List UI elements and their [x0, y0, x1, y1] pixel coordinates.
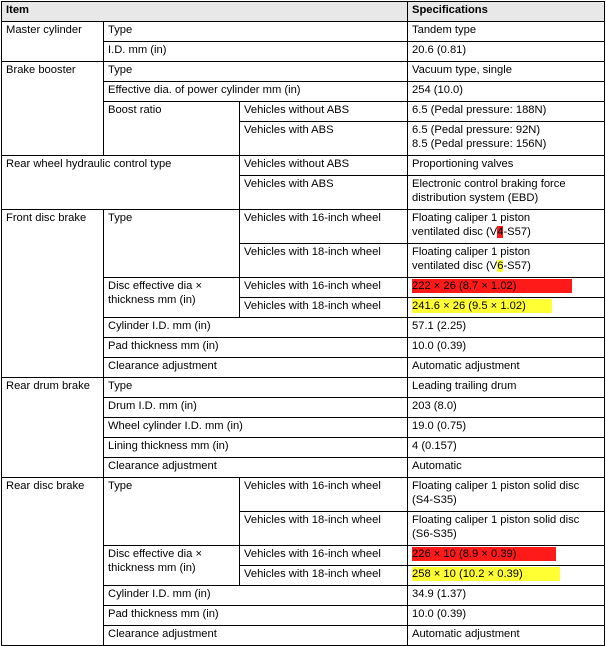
front-disc-type-18-value: [408, 244, 605, 278]
rear-drum-wcyl-value: 19.0 (0.75): [408, 418, 605, 438]
front-disc-type-18-mark: 6: [497, 260, 504, 272]
front-disc-dia-18-value: [408, 298, 605, 318]
rear-disc-dia-18-highlight: 258 × 10 (10.2 × 0.39): [412, 567, 560, 581]
rear-hydraulic-no-abs-value: Proportioning valves: [408, 156, 605, 176]
boost-abs-label: Vehicles with ABS: [240, 122, 408, 156]
rear-disc-dia-16-label: Vehicles with 16-inch wheel: [240, 546, 408, 566]
rear-hydraulic-label: Rear wheel hydraulic control type: [2, 156, 240, 210]
boost-abs-value: [408, 122, 605, 156]
front-disc-type-18-post: -S57): [503, 260, 531, 272]
header-item: Item: [2, 2, 408, 22]
rear-drum-type-value: Leading trailing drum: [408, 378, 605, 398]
rear-disc-clr-label: Clearance adjustment: [104, 626, 408, 646]
front-disc-type-18-line1: Floating caliper 1 piston: [412, 246, 531, 258]
rear-disc-pad-label: Pad thickness mm (in): [104, 606, 408, 626]
front-disc-dia-16-value: [408, 278, 605, 298]
boost-abs-value-line2: 8.5 (Pedal pressure: 156N): [412, 138, 547, 150]
front-disc-pad-value: 10.0 (0.39): [408, 338, 605, 358]
rear-disc-dia-18-value: [408, 566, 605, 586]
master-cylinder-type-label: Type: [104, 22, 408, 42]
front-disc-dia-18-highlight: 241.6 × 26 (9.5 × 1.02): [412, 299, 552, 313]
front-disc-label: Front disc brake: [2, 210, 104, 378]
table-row: [2, 62, 605, 82]
front-disc-dia-18-label: Vehicles with 18-inch wheel: [240, 298, 408, 318]
front-disc-type-18-pre: ventilated disc (V: [412, 260, 498, 272]
brake-booster-type-value: Vacuum type, single: [408, 62, 605, 82]
rear-drum-clr-value: Automatic: [408, 458, 605, 478]
rear-disc-dia-16-value: [408, 546, 605, 566]
rear-disc-16-label: Vehicles with 16-inch wheel: [240, 478, 408, 512]
front-disc-dia-label: Disc effective dia × thickness mm (in): [104, 278, 240, 318]
rear-hydraulic-no-abs-label: Vehicles without ABS: [240, 156, 408, 176]
front-disc-type-16-value: [408, 210, 605, 244]
front-disc-type-16-pre: ventilated disc (V: [412, 226, 498, 238]
boost-ratio-label: Boost ratio: [104, 102, 240, 156]
brake-specifications-table: [1, 1, 605, 646]
header-specifications: Specifications: [408, 2, 605, 22]
rear-disc-pad-value: 10.0 (0.39): [408, 606, 605, 626]
table-row: [2, 156, 605, 176]
front-disc-clr-value: Automatic adjustment: [408, 358, 605, 378]
front-disc-dia-16-highlight: 222 × 26 (8.7 × 1.02): [412, 279, 572, 293]
rear-drum-wcyl-label: Wheel cylinder I.D. mm (in): [104, 418, 408, 438]
rear-drum-id-value: 203 (8.0): [408, 398, 605, 418]
front-disc-type-16-line1: Floating caliper 1 piston: [412, 212, 531, 224]
rear-hydraulic-abs-value: Electronic control braking force distribution system (EBD): [408, 176, 605, 210]
front-disc-16-label: Vehicles with 16-inch wheel: [240, 210, 408, 244]
rear-drum-lining-value: 4 (0.157): [408, 438, 605, 458]
table-header-row: [2, 2, 605, 22]
rear-disc-18-label: Vehicles with 18-inch wheel: [240, 512, 408, 546]
front-disc-dia-16-label: Vehicles with 16-inch wheel: [240, 278, 408, 298]
master-cylinder-label: Master cylinder: [2, 22, 104, 62]
table-row: [2, 22, 605, 42]
table-row: [2, 378, 605, 398]
rear-disc-type-16-value: Floating caliper 1 piston solid disc (S4-S35): [408, 478, 605, 512]
rear-disc-dia-18-label: Vehicles with 18-inch wheel: [240, 566, 408, 586]
front-disc-cyl-value: 57.1 (2.25): [408, 318, 605, 338]
front-disc-cyl-label: Cylinder I.D. mm (in): [104, 318, 408, 338]
boost-no-abs-value: 6.5 (Pedal pressure: 188N): [408, 102, 605, 122]
rear-drum-id-label: Drum I.D. mm (in): [104, 398, 408, 418]
rear-disc-cyl-value: 34.9 (1.37): [408, 586, 605, 606]
front-disc-type-16-mark: 4: [497, 226, 504, 238]
table-row: [2, 210, 605, 244]
rear-disc-label: Rear disc brake: [2, 478, 104, 646]
boost-no-abs-label: Vehicles without ABS: [240, 102, 408, 122]
front-disc-type-16-post: -S57): [503, 226, 531, 238]
front-disc-18-label: Vehicles with 18-inch wheel: [240, 244, 408, 278]
rear-disc-type-label: Type: [104, 478, 240, 546]
boost-abs-value-line1: 6.5 (Pedal pressure: 92N): [412, 124, 541, 136]
front-disc-clr-label: Clearance adjustment: [104, 358, 408, 378]
rear-drum-lining-label: Lining thickness mm (in): [104, 438, 408, 458]
rear-disc-type-18-value: Floating caliper 1 piston solid disc (S6-S35): [408, 512, 605, 546]
brake-booster-dia-label: Effective dia. of power cylinder mm (in): [104, 82, 408, 102]
master-cylinder-id-value: 20.6 (0.81): [408, 42, 605, 62]
front-disc-type-label: Type: [104, 210, 240, 278]
rear-drum-type-label: Type: [104, 378, 408, 398]
rear-drum-label: Rear drum brake: [2, 378, 104, 478]
rear-disc-cyl-label: Cylinder I.D. mm (in): [104, 586, 408, 606]
brake-booster-label: Brake booster: [2, 62, 104, 156]
rear-disc-dia-label: Disc effective dia × thickness mm (in): [104, 546, 240, 586]
rear-disc-clr-value: Automatic adjustment: [408, 626, 605, 646]
rear-hydraulic-abs-label: Vehicles with ABS: [240, 176, 408, 210]
rear-drum-clr-label: Clearance adjustment: [104, 458, 408, 478]
master-cylinder-type-value: Tandem type: [408, 22, 605, 42]
master-cylinder-id-label: I.D. mm (in): [104, 42, 408, 62]
front-disc-pad-label: Pad thickness mm (in): [104, 338, 408, 358]
rear-disc-dia-16-highlight: 226 × 10 (8.9 × 0.39): [412, 547, 556, 561]
table-row: [2, 478, 605, 512]
brake-booster-dia-value: 254 (10.0): [408, 82, 605, 102]
brake-booster-type-label: Type: [104, 62, 408, 82]
